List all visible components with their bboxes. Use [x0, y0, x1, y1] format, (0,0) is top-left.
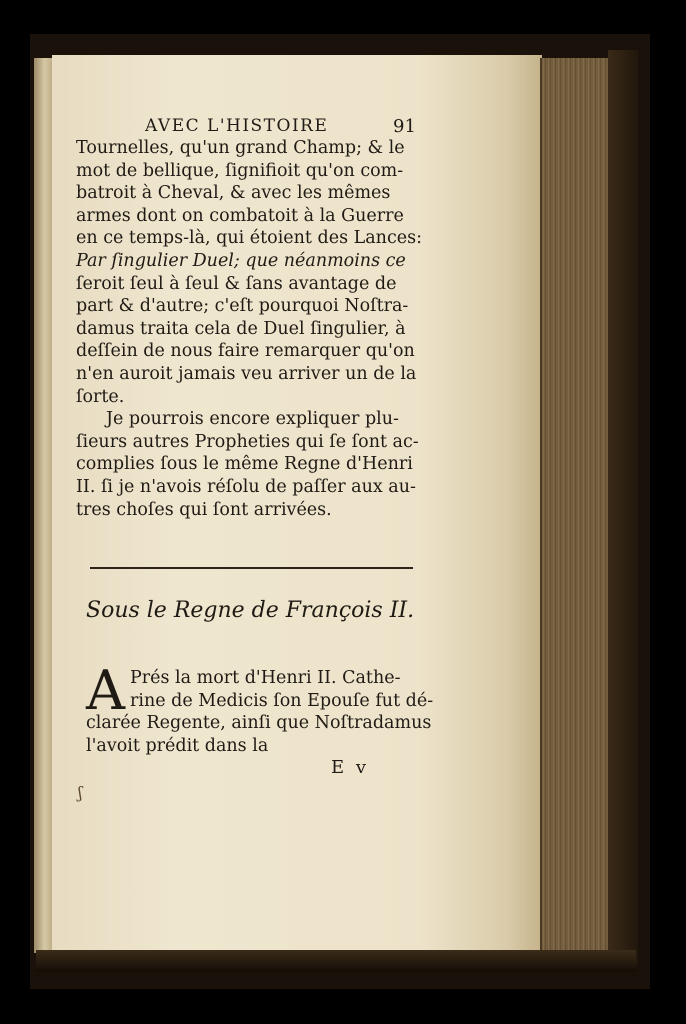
text-line: l'avoit prédit dans la — [86, 735, 269, 756]
margin-mark: ʃ — [78, 783, 83, 802]
text-line: II. ſi je n'avois réſolu de paſſer aux au- — [76, 476, 416, 497]
page-number: 91 — [393, 116, 416, 137]
text-line: en ce temps-là, qui étoient des Lances: — [76, 228, 422, 249]
left-page-edge — [34, 58, 53, 953]
text-line: deſſein de nous faire remarquer qu'on — [76, 341, 415, 362]
text-line: armes dont on combatoit à la Guerre — [76, 205, 404, 226]
text-line: ſieurs autres Propheties qui ſe ſont ac- — [76, 431, 419, 452]
text-line: Prés la mort d'Henri II. Cathe- — [130, 668, 401, 688]
section-divider — [90, 567, 413, 569]
text-line: tres choſes qui ſont arrivées. — [76, 499, 332, 520]
text-line: ſeroit ſeul à ſeul & ſans avantage de — [76, 273, 397, 294]
section-title: Sous le Regne de François II. — [86, 598, 415, 623]
text-line: part & d'autre; c'eſt pourquoi Noſtra- — [76, 296, 409, 317]
paragraph-3-rest — [86, 712, 431, 757]
text-line: Par ſingulier Duel; que néanmoins ce — [76, 250, 406, 271]
text-line: rine de Medicis ſon Epouſe fut dé- — [130, 690, 434, 711]
text-line: damus traita cela de Duel ſingulier, à — [76, 318, 406, 339]
signature-mark: E v — [331, 757, 370, 778]
text-line: batroit à Cheval, & avec les mêmes — [76, 183, 391, 204]
text-line: n'en auroit jamais veu arriver un de la — [76, 363, 417, 384]
drop-cap: A — [86, 659, 125, 722]
book-bottom-board — [36, 950, 636, 972]
text-line: clarée Regente, ainſi que Noſtradamus — [86, 713, 432, 733]
page-fore-edge — [540, 58, 614, 958]
paragraph-1 — [76, 137, 422, 521]
book-cover-edge — [608, 50, 638, 965]
text-line: mot de bellique, ſignifioit qu'on com- — [76, 160, 404, 181]
text-line: Je pourrois encore expliquer plu- — [106, 409, 399, 430]
text-line: complies ſous le même Regne d'Henri — [76, 454, 413, 475]
text-line: ſorte. — [76, 386, 125, 407]
text-line: Tournelles, qu'un grand Champ; & le — [76, 138, 405, 158]
running-head: AVEC L'HISTOIRE — [145, 116, 329, 136]
paragraph-3-start — [130, 667, 433, 712]
